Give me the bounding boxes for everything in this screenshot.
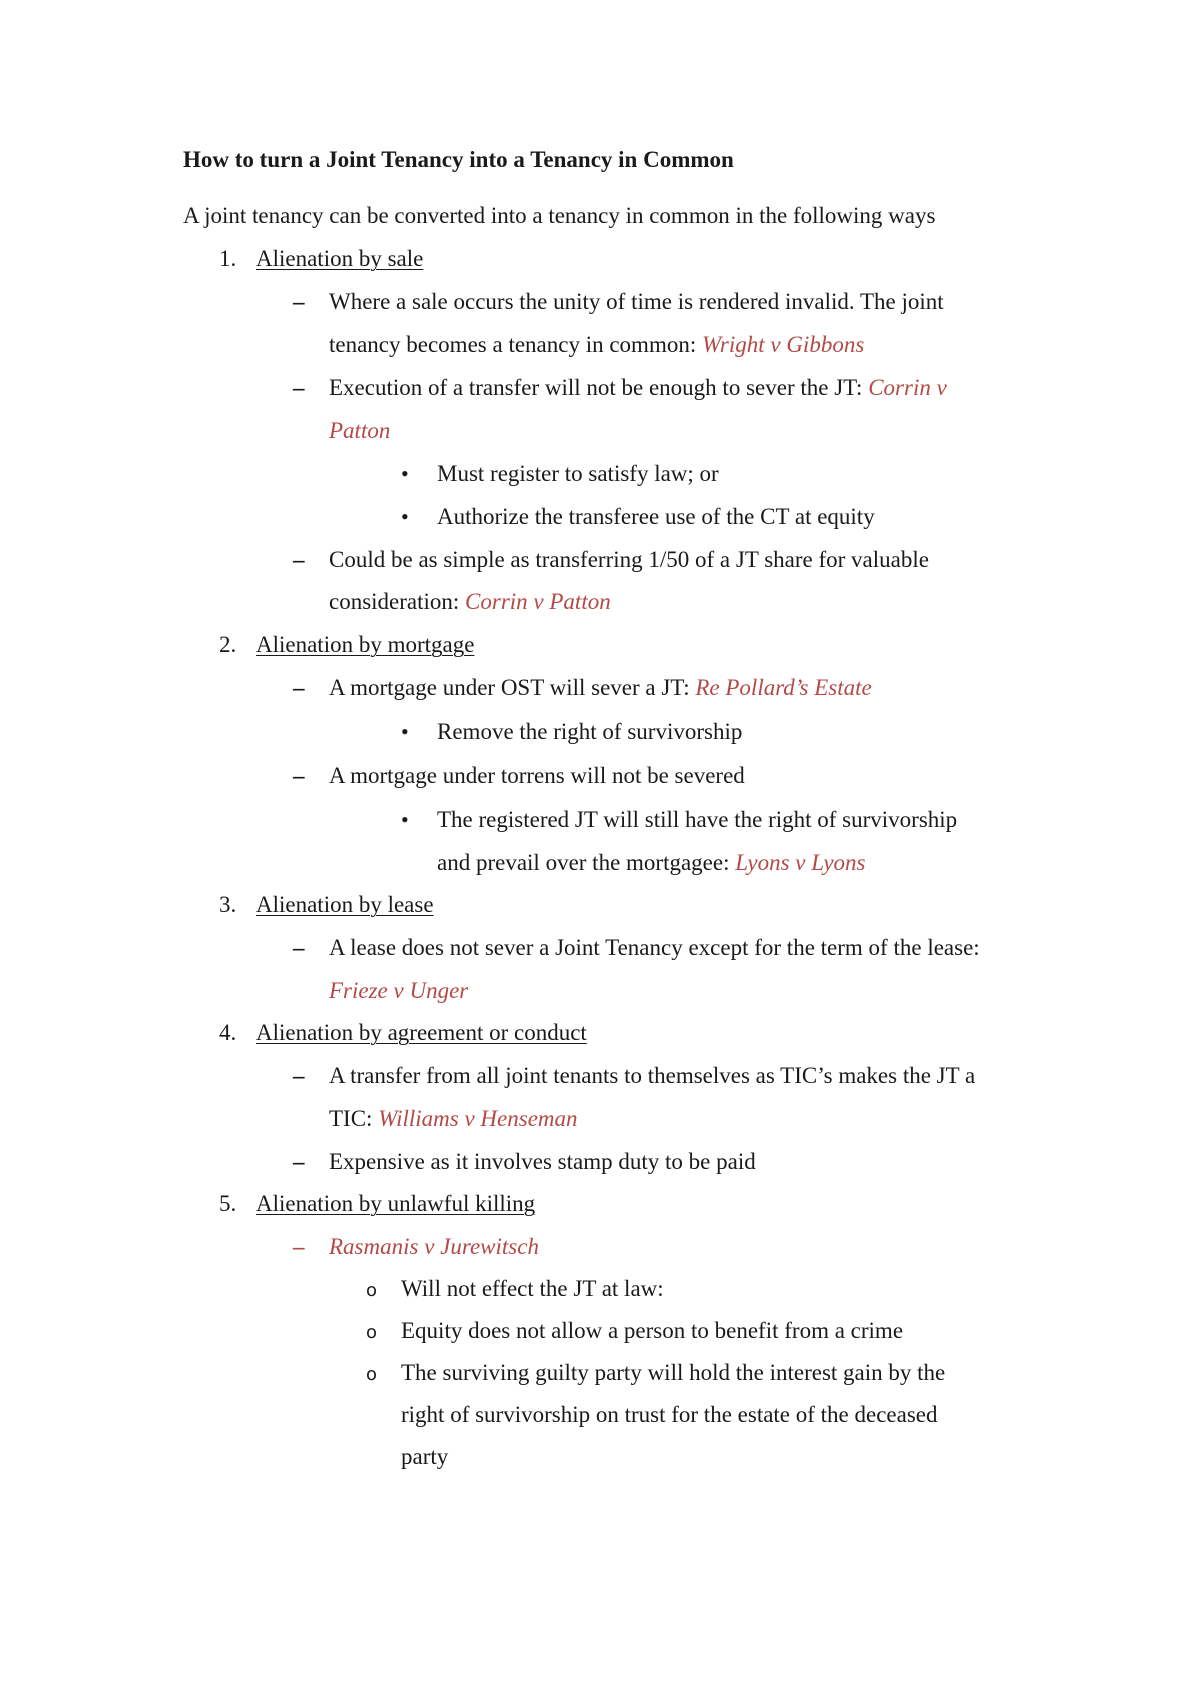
point-text [329, 374, 947, 402]
case-citation: Frieze v Unger [329, 978, 469, 1003]
point-text-part: TIC: [329, 1106, 379, 1131]
subpoint-text: Must register to satisfy law; or [437, 461, 719, 486]
point-text: A transfer from all joint tenants to themselves as TIC’s makes the JT a [329, 1063, 976, 1088]
point-text [329, 674, 872, 702]
bullet-marker: • [401, 719, 409, 744]
bullet-marker: • [401, 504, 409, 529]
case-citation: Williams v Henseman [378, 1106, 578, 1131]
section-heading: Alienation by sale [256, 246, 424, 271]
dash-marker: – [293, 1234, 305, 1259]
section-number: 4. [219, 1020, 237, 1045]
subpoint-text: Will not effect the JT at law: [401, 1276, 664, 1301]
dash-marker: – [293, 375, 305, 400]
subpoint-text: party [401, 1444, 449, 1469]
case-citation: Patton [329, 418, 391, 443]
case-citation: Corrin v [868, 375, 947, 400]
case-citation: Corrin v Patton [465, 589, 611, 614]
section-heading: Alienation by mortgage [256, 632, 475, 657]
subpoint-text: right of survivorship on trust for the estate of the deceased [401, 1402, 938, 1427]
dash-marker: – [293, 1063, 305, 1088]
bullet-marker: • [401, 461, 409, 486]
point-text: Could be as simple as transferring 1/50 of a JT share for valuable [329, 547, 929, 572]
section-heading: Alienation by unlawful killing [256, 1191, 536, 1216]
point-text [329, 331, 864, 359]
page-title: How to turn a Joint Tenancy into a Tenancy in Common [183, 147, 734, 172]
dash-marker: – [293, 547, 305, 572]
section-number: 3. [219, 892, 237, 917]
case-citation: Re Pollard’s Estate [695, 675, 872, 700]
case-citation: Lyons v Lyons [735, 850, 866, 875]
subpoint-text: The registered JT will still have the right of survivorship [437, 807, 958, 832]
section-heading: Alienation by lease [256, 892, 434, 917]
point-text: Where a sale occurs the unity of time is rendered invalid. The joint [329, 289, 944, 314]
subpoint-text-part: and prevail over the mortgagee: [437, 850, 736, 875]
section-number: 2. [219, 632, 237, 657]
point-text-part: consideration: [329, 589, 466, 614]
circle-marker: o [366, 1364, 378, 1385]
subpoint-text: Authorize the transferee use of the CT at equity [437, 504, 875, 529]
point-text-part: tenancy becomes a tenancy in common: [329, 332, 702, 357]
point-text: A mortgage under torrens will not be severed [329, 763, 745, 788]
circle-marker: o [366, 1322, 378, 1343]
subpoint-text: Remove the right of survivorship [437, 719, 743, 744]
section-number: 1. [219, 246, 237, 271]
case-citation: Rasmanis v Jurewitsch [329, 1234, 539, 1259]
point-text: A lease does not sever a Joint Tenancy except for the term of the lease: [329, 935, 980, 960]
dash-marker: – [293, 763, 305, 788]
bullet-marker: • [401, 807, 409, 832]
section-number: 5. [219, 1191, 237, 1216]
circle-marker: o [366, 1280, 378, 1301]
subpoint-text [437, 849, 866, 877]
subpoint-text: The surviving guilty party will hold the interest gain by the [401, 1360, 946, 1385]
point-text [329, 1105, 578, 1133]
point-text [329, 588, 611, 616]
case-citation: Wright v Gibbons [701, 332, 865, 357]
point-text-part: A mortgage under OST will sever a JT: [329, 675, 696, 700]
dash-marker: – [293, 675, 305, 700]
dash-marker: – [293, 935, 305, 960]
dash-marker: – [293, 1149, 305, 1174]
intro-paragraph: A joint tenancy can be converted into a tenancy in common in the following ways [183, 203, 936, 228]
dash-marker: – [293, 289, 305, 314]
section-heading: Alienation by agreement or conduct [256, 1020, 587, 1045]
subpoint-text: Equity does not allow a person to benefit from a crime [401, 1318, 904, 1343]
point-text: Expensive as it involves stamp duty to be paid [329, 1149, 756, 1174]
point-text-part: Execution of a transfer will not be enough to sever the JT: [329, 375, 869, 400]
